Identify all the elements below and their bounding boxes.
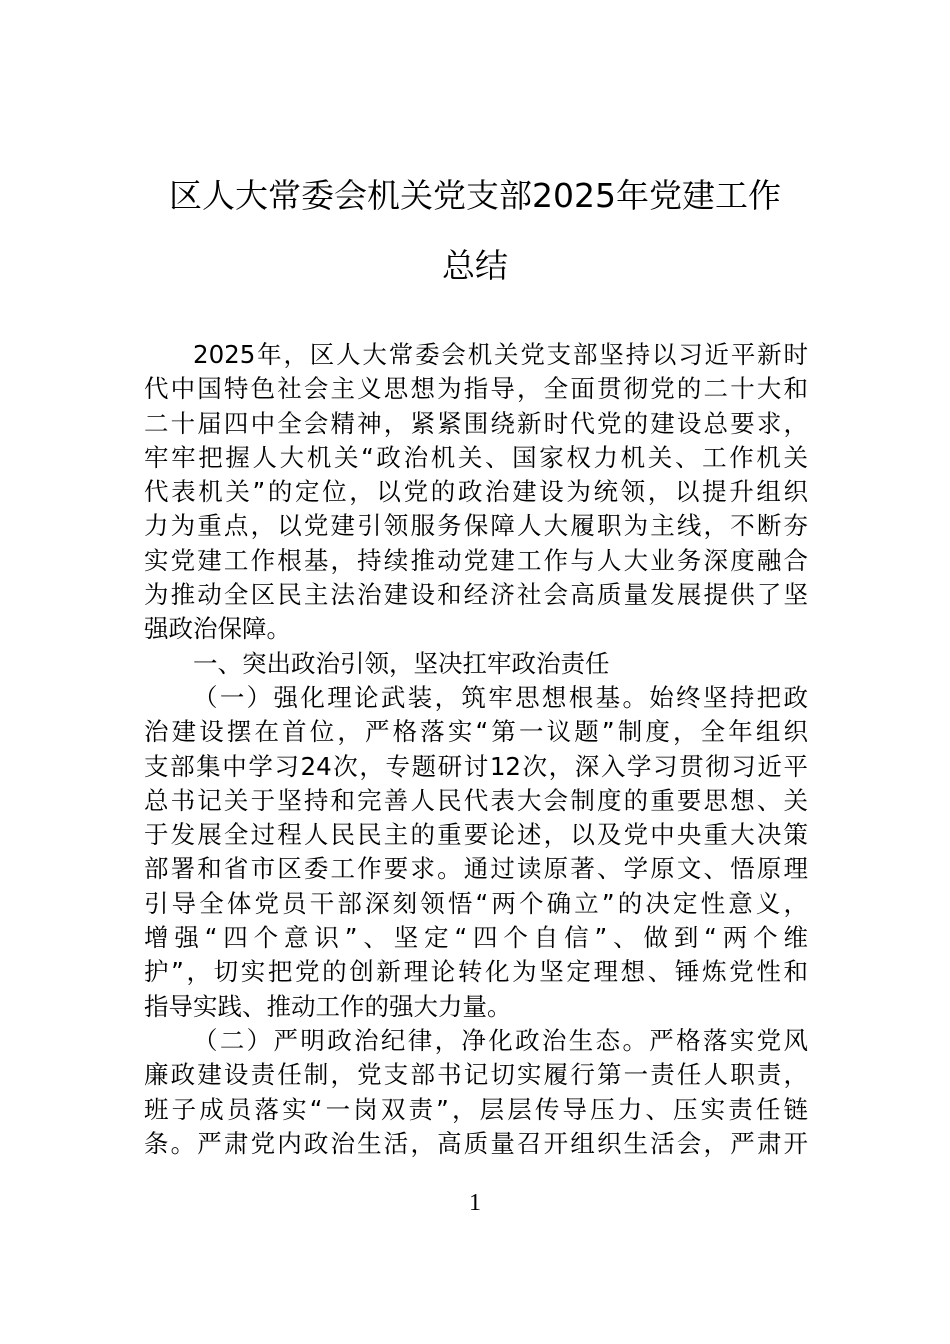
text-line: 护”，切实把党的创新理论转化为坚定理想、锤炼党性和 <box>144 957 808 987</box>
text-line: 于发展全过程人民民主的重要论述，以及党中央重大决策 <box>144 820 808 850</box>
text-line: 班子成员落实“一岗双责”，层层传导压力、压实责任链 <box>144 1094 808 1124</box>
paragraph-subsection-1-1 <box>144 681 808 1024</box>
paragraph-subsection-1-2 <box>144 1024 808 1161</box>
text-line: 强政治保障。 <box>144 614 291 644</box>
text-line: 指导实践、推动工作的强大力量。 <box>144 991 512 1021</box>
text-line: 引导全体党员干部深刻领悟“两个确立”的决定性意义， <box>144 888 808 918</box>
section-heading-text: 一、突出政治引领，坚决扛牢政治责任 <box>193 648 610 678</box>
text-line: 部署和省市区委工作要求。通过读原著、学原文、悟原理 <box>144 854 808 884</box>
text-line: 条。严肃党内政治生活，高质量召开组织生活会，严肃开 <box>144 1128 808 1158</box>
text-line: 二十届四中全会精神，紧紧围绕新时代党的建设总要求， <box>144 408 808 438</box>
text-line: 支部集中学习24次，专题研讨12次，深入学习贯彻习近平 <box>144 751 808 781</box>
text-line: 增强“四个意识”、坚定“四个自信”、做到“两个维 <box>144 923 808 953</box>
text-line: （一）强化理论武装，筑牢思想根基。始终坚持把政 <box>193 682 808 712</box>
text-line: 治建设摆在首位，严格落实“第一议题”制度，全年组织 <box>144 717 808 747</box>
document-body <box>144 338 808 1161</box>
section-heading-1 <box>144 647 808 681</box>
text-line: （二）严明政治纪律，净化政治生态。严格落实党风 <box>193 1025 808 1055</box>
paragraph-intro <box>144 338 808 647</box>
text-line: 2025年，区人大常委会机关党支部坚持以习近平新时 <box>193 340 808 369</box>
text-line: 代中国特色社会主义思想为指导，全面贯彻党的二十大和 <box>144 374 808 404</box>
page-number: 1 <box>469 1190 481 1216</box>
document-title-line-2: 总结 <box>442 246 508 285</box>
text-line: 总书记关于坚持和完善人民代表大会制度的重要思想、关 <box>144 785 808 815</box>
text-line: 代表机关”的定位，以党的政治建设为统领，以提升组织 <box>144 477 808 507</box>
text-line: 实党建工作根基，持续推动党建工作与人大业务深度融合 <box>144 545 808 575</box>
text-line: 为推动全区民主法治建设和经济社会高质量发展提供了坚 <box>144 580 808 610</box>
text-line: 力为重点，以党建引领服务保障人大履职为主线，不断夯 <box>144 511 808 541</box>
text-line: 牢牢把握人大机关“政治机关、国家权力机关、工作机关 <box>144 442 808 472</box>
text-line: 廉政建设责任制，党支部书记切实履行第一责任人职责， <box>144 1060 808 1090</box>
document-title-line-1: 区人大常委会机关党支部2025年党建工作 <box>169 176 781 215</box>
